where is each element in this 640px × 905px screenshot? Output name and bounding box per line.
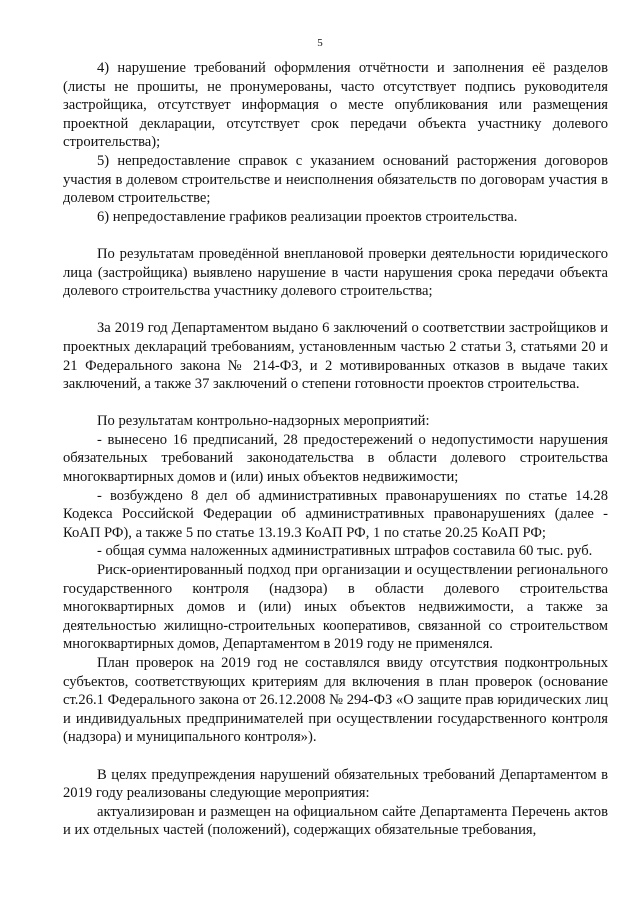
paragraph-violation-item-4: 4) нарушение требований оформления отчётности и заполнения её разделов (листы не прошиты, не пронумерованы, часто отсутствует подпись руководителя застройщика, отсутствует информация о месте опубликования или размещения проектной декларации, отсутствует срок передачи объекта участнику долевого строительства); bbox=[63, 60, 608, 151]
paragraph-control-measures-intro: По результатам контрольно-надзорных мероприятий: bbox=[97, 413, 430, 430]
paragraph-prevention-intro: В целях предупреждения нарушений обязательных требований Департаментом в 2019 году реализованы следующие мероприятия: bbox=[63, 766, 608, 802]
paragraph-prevention-measure: актуализирован и размещен на официальном сайте Департамента Перечень актов и их отдельных частей (положений), содержащих обязательные требования, bbox=[63, 803, 608, 839]
document-body bbox=[63, 59, 608, 840]
page-number: 5 bbox=[317, 37, 323, 49]
paragraph-fines-total: - общая сумма наложенных административных штрафов составила 60 тыс. руб. bbox=[97, 543, 593, 560]
paragraph-inspection-result: По результатам проведённой внеплановой проверки деятельности юридического лица (застройщика) выявлено нарушение в части нарушения срока передачи объекта долевого строительства участнику долевого строительства; bbox=[63, 245, 608, 300]
paragraph-prescriptions: - вынесено 16 предписаний, 28 предостережений о недопустимости нарушения обязательных требований законодательства в области долевого строительства многоквартирных домов и (или) иных объектов недвижимости; bbox=[63, 431, 608, 486]
paragraph-administrative-cases: - возбуждено 8 дел об административных правонарушениях по статье 14.28 Кодекса Российской Федерации об административных правонарушениях (далее - КоАП РФ), а также 5 по статье 13.19.3 КоАП РФ, 1 по статье 20.25 КоАП РФ; bbox=[63, 487, 608, 541]
paragraph-conclusions-issued: За 2019 год Департаментом выдано 6 заключений о соответствии застройщиков и проектных деклараций требованиям, установленным частью 2 статьи 3, статьями 20 и 21 Федерального закона № 214-ФЗ, и 2 мотивированных отказов в выдаче таких заключений, а также 37 заключений о степени готовности проектов строительства. bbox=[63, 320, 608, 393]
paragraph-risk-approach: Риск-ориентированный подход при организации и осуществлении регионального государственного контроля (надзора) в области долевого строительства многоквартирных домов и (или) иных объектов недвижимости, а также за деятельностью жилищно-строительных кооперативов, связанной со строительством многоквартирных домов, Департаментом в 2019 году не применялся. bbox=[63, 562, 608, 653]
paragraph-violation-item-5: 5) непредоставление справок с указанием оснований расторжения договоров участия в долевом строительстве и неисполнения обязательств по договорам участия в долевом строительстве; bbox=[63, 152, 608, 207]
paragraph-violation-item-6: 6) непредоставление графиков реализации проектов строительства. bbox=[97, 208, 518, 225]
paragraph-inspection-plan: План проверок на 2019 год не составлялся ввиду отсутствия подконтрольных субъектов, соответствующих критериям для включения в план проверок (основание ст.26.1 Федерального закона от 26.12.2008 № 294-ФЗ «О защите прав юридических лиц и индивидуальных предпринимателей при осуществлении государственного контроля (надзора) и муниципального контроля»). bbox=[63, 655, 608, 746]
